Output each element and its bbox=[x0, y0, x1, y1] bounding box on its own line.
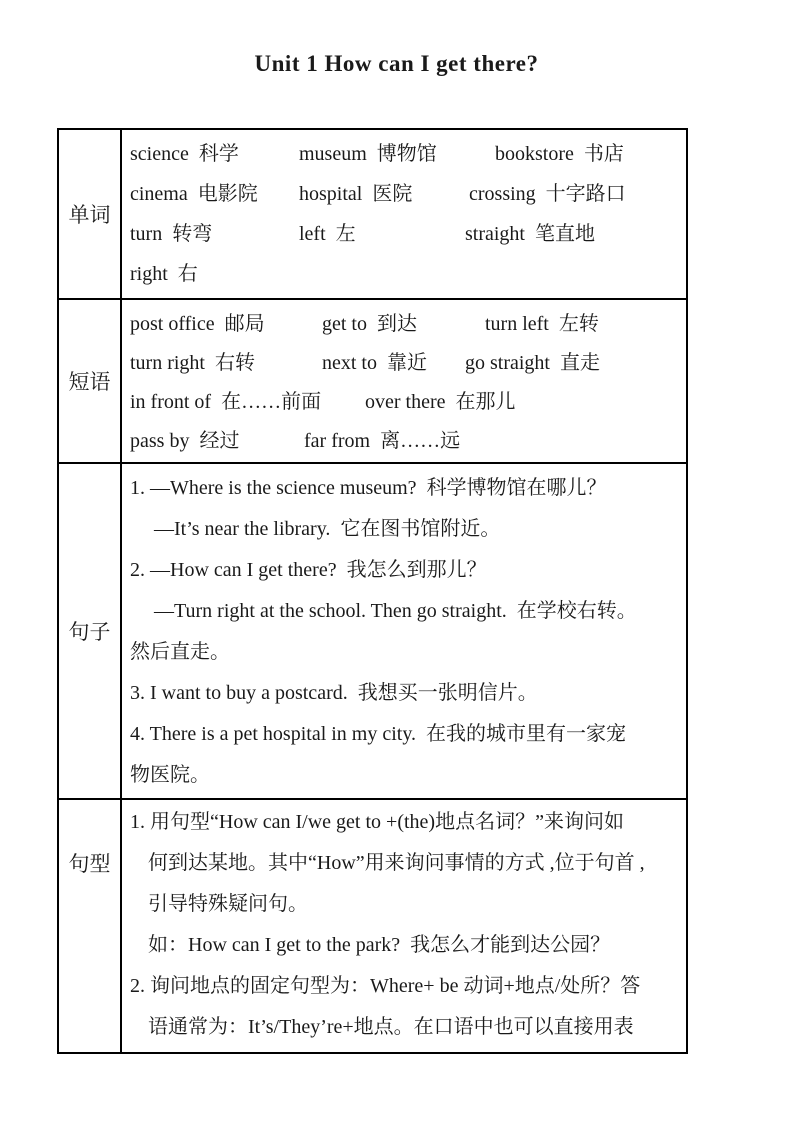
phrase-entry: turn left 左转 bbox=[485, 313, 599, 335]
row-header-sentences bbox=[59, 464, 122, 798]
table-row-sentences bbox=[59, 464, 686, 800]
text-line bbox=[122, 511, 686, 552]
text-line bbox=[122, 927, 686, 968]
text-line bbox=[122, 716, 686, 757]
sentence-text: —It’s near the library. 它在图书馆附近。 bbox=[154, 518, 501, 540]
row-header-label: 句型 bbox=[68, 852, 111, 876]
vocab-entry: bookstore 书店 bbox=[495, 143, 624, 165]
phrases-cell bbox=[122, 300, 686, 462]
vocab-entry: straight 笔直地 bbox=[465, 223, 595, 245]
text-line bbox=[122, 886, 686, 927]
pattern-text: 语通常为：It’s/They’re+地点。在口语中也可以直接用表 bbox=[148, 1016, 634, 1038]
row-header-patterns bbox=[59, 800, 122, 1052]
vocab-entry: crossing 十字路口 bbox=[469, 183, 626, 205]
pattern-text: 如：How can I get to the park? 我怎么才能到达公园？ bbox=[148, 934, 611, 956]
vocab-entry: cinema 电影院 bbox=[130, 183, 258, 205]
phrase-entry: in front of 在……前面 bbox=[130, 391, 322, 413]
vocab-entry: right 右 bbox=[130, 263, 198, 285]
text-line bbox=[122, 384, 686, 423]
row-header-label: 句子 bbox=[68, 620, 111, 644]
phrase-entry: get to 到达 bbox=[322, 313, 417, 335]
text-line bbox=[122, 845, 686, 886]
vocab-entry: hospital 医院 bbox=[299, 183, 413, 205]
text-line bbox=[122, 1009, 686, 1050]
text-line bbox=[122, 423, 686, 462]
text-line bbox=[122, 136, 686, 176]
pattern-text: 引导特殊疑问句。 bbox=[148, 893, 308, 915]
table-row-words bbox=[59, 130, 686, 300]
vocab-entry: left 左 bbox=[299, 223, 356, 245]
text-line bbox=[122, 634, 686, 675]
sentences-cell bbox=[122, 464, 686, 798]
text-line bbox=[122, 216, 686, 256]
phrase-entry: far from 离……远 bbox=[304, 430, 461, 452]
sentence-text: 然后直走。 bbox=[130, 641, 230, 663]
text-line bbox=[122, 256, 686, 296]
sentence-text: —Turn right at the school. Then go straight. 在学校右转。 bbox=[154, 600, 637, 622]
row-header-label: 短语 bbox=[68, 370, 111, 394]
text-line bbox=[122, 552, 686, 593]
row-header-phrases bbox=[59, 300, 122, 462]
sentence-text: 2. —How can I get there? 我怎么到那儿？ bbox=[130, 559, 487, 581]
vocab-entry: museum 博物馆 bbox=[299, 143, 437, 165]
page-title: Unit 1 How can I get there? bbox=[254, 51, 539, 76]
row-header-label: 单词 bbox=[68, 203, 111, 227]
phrase-entry: go straight 直走 bbox=[465, 352, 600, 374]
text-line bbox=[122, 757, 686, 798]
text-line bbox=[122, 968, 686, 1009]
text-line bbox=[122, 176, 686, 216]
phrase-entry: post office 邮局 bbox=[130, 313, 265, 335]
pattern-text: 1. 用句型“How can I/we get to +(the)地点名词？”来询问如 bbox=[130, 811, 624, 833]
text-line bbox=[122, 593, 686, 634]
text-line bbox=[122, 470, 686, 511]
words-cell bbox=[122, 130, 686, 298]
sentence-text: 3. I want to buy a postcard. 我想买一张明信片。 bbox=[130, 682, 538, 704]
phrase-entry: over there 在那儿 bbox=[365, 391, 516, 413]
table-row-phrases bbox=[59, 300, 686, 464]
phrase-entry: pass by 经过 bbox=[130, 430, 240, 452]
sentence-text: 4. There is a pet hospital in my city. 在我的城市里有一家宠 bbox=[130, 723, 627, 745]
text-line bbox=[122, 804, 686, 845]
pattern-text: 2. 询问地点的固定句型为：Where+ be 动词+地点/处所？答 bbox=[130, 975, 641, 997]
sentence-text: 1. —Where is the science museum? 科学博物馆在哪儿？ bbox=[130, 477, 607, 499]
vocab-entry: turn 转弯 bbox=[130, 223, 213, 245]
row-header-words bbox=[59, 130, 122, 298]
unit-summary-table bbox=[57, 128, 688, 1054]
text-line bbox=[122, 675, 686, 716]
phrase-entry: next to 靠近 bbox=[322, 352, 427, 374]
pattern-text: 何到达某地。其中“How”用来询问事情的方式 ,位于句首 , bbox=[148, 852, 645, 874]
text-line bbox=[122, 306, 686, 345]
sentence-text: 物医院。 bbox=[130, 764, 210, 786]
vocab-entry: science 科学 bbox=[130, 143, 239, 165]
table-row-patterns bbox=[59, 800, 686, 1052]
patterns-cell bbox=[122, 800, 686, 1052]
text-line bbox=[122, 345, 686, 384]
phrase-entry: turn right 右转 bbox=[130, 352, 255, 374]
